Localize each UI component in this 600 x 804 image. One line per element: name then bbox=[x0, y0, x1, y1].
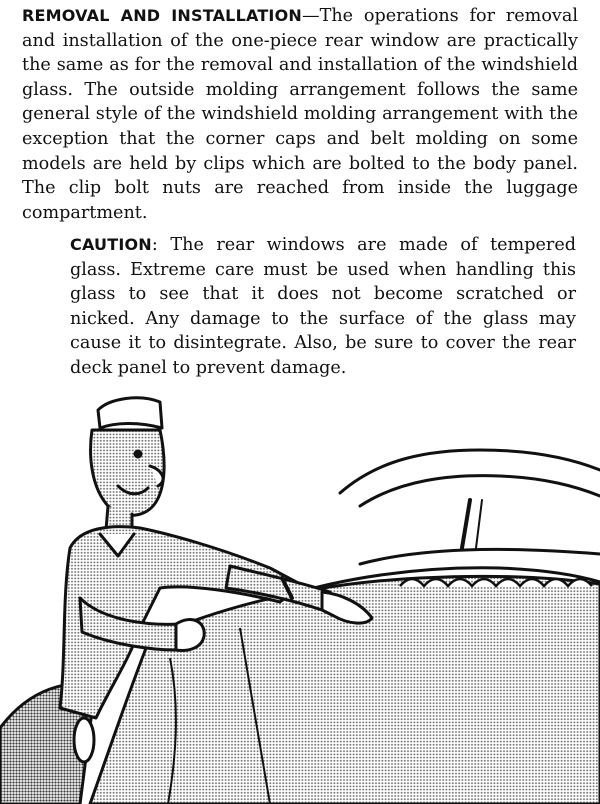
mechanic-cap bbox=[98, 398, 162, 428]
mechanic-eye bbox=[135, 451, 141, 457]
car-door-handle bbox=[74, 718, 94, 762]
heading-dash: — bbox=[301, 6, 320, 26]
removal-installation-paragraph bbox=[22, 4, 578, 225]
caution-colon: : bbox=[151, 235, 171, 255]
car-roof-inner-line bbox=[360, 476, 600, 506]
caution-text: The rear windows are made of tempered glass. Extreme care must be used when handling this glass to see that it does not become scratched or nicked. Any damage to the surface of the glass may cause it to disintegrate. Also, be sure to cover the rear deck panel to prevent damage. bbox=[70, 235, 576, 378]
caution-paragraph bbox=[70, 233, 576, 381]
removal-installation-text: The operations for removal and installation of the one-piece rear window are practically the same as for the removal and installation of the windshield glass. The outside molding arrangement follows the same general style of the windshield molding arrangement with the exception that the corner caps and belt molding on some models are held by clips which are bolted to the body panel. The clip bolt nuts are reached from inside the luggage compartment. bbox=[22, 6, 578, 223]
window-pillar bbox=[462, 500, 470, 548]
mechanic-installing-rear-window-illustration bbox=[0, 388, 600, 804]
car-roof-line bbox=[340, 450, 600, 493]
window-pillar-2 bbox=[476, 500, 482, 548]
caution-heading: CAUTION bbox=[70, 235, 152, 254]
window-bottom-edge bbox=[360, 549, 600, 564]
mechanic-hand-left bbox=[176, 620, 204, 651]
removal-installation-heading: REMOVAL AND INSTALLATION bbox=[22, 6, 302, 25]
